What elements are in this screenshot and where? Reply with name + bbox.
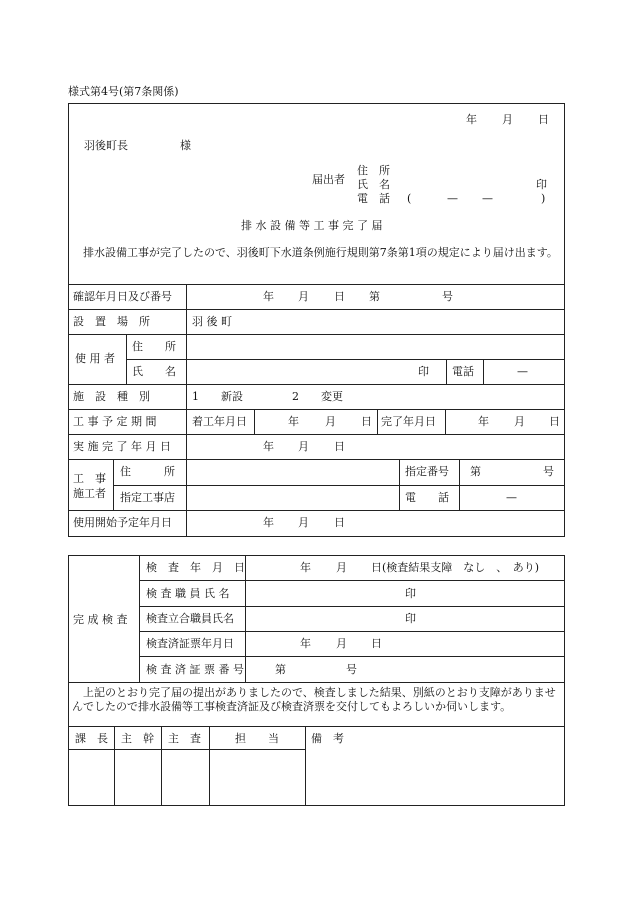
- header-date-year: 年: [466, 113, 477, 126]
- table-line: [68, 309, 565, 310]
- notifier-phone-label: 電 話: [357, 192, 390, 205]
- contractor-label-line2: 施工者: [73, 487, 106, 500]
- notifier-seal: 印: [536, 178, 547, 191]
- table-line: [139, 631, 565, 632]
- facility-option-new: 1 新設: [192, 390, 243, 403]
- table-line: [483, 359, 484, 384]
- inspection-section-label: 完 成 検 査: [73, 613, 128, 626]
- table-line: [445, 409, 446, 434]
- designation-number-suffix: 号: [543, 465, 554, 478]
- notifier-phone-dash-2: —: [482, 192, 493, 205]
- inspection-month: 月: [336, 561, 347, 574]
- closing-text: 上記のとおり完了届の提出がありましたので、検査しました結果、別紙のとおり支障がありませんでしたので排水設備等工事検査済証及び検査済票を交付してもよろしいか伺いします。: [72, 686, 556, 713]
- designation-number-prefix: 第: [470, 465, 481, 478]
- end-date-label: 完了年月日: [381, 415, 436, 428]
- table-line: [254, 409, 255, 434]
- user-name-label: 氏 名: [132, 365, 176, 378]
- start-month: 月: [325, 415, 336, 428]
- certificate-number-prefix: 第: [275, 663, 286, 676]
- notifier-phone-open: (: [407, 192, 412, 205]
- location-label: 設 置 場 所: [73, 315, 150, 328]
- inspection-date-label: 検 査 年 月 日: [146, 561, 245, 574]
- start-day: 日: [361, 415, 372, 428]
- completion-day: 日: [334, 440, 345, 453]
- approval-supervisor: 主 幹: [121, 732, 154, 745]
- approval-remarks: 備 考: [311, 732, 344, 745]
- inspection-box: [68, 555, 565, 806]
- contractor-phone-label: 電 話: [405, 491, 449, 504]
- user-seal: 印: [418, 365, 429, 378]
- header-date-month: 月: [502, 113, 513, 126]
- confirm-label: 確認年月日及び番号: [73, 290, 172, 303]
- confirm-year: 年: [263, 290, 274, 303]
- inspection-day-result: 日(検査結果支障 なし 、 あり): [371, 561, 540, 574]
- table-line: [245, 555, 246, 682]
- table-line: [139, 555, 140, 682]
- table-line: [114, 726, 115, 806]
- certificate-day: 日: [371, 637, 382, 650]
- table-line: [139, 606, 565, 607]
- start-date-label: 着工年月日: [192, 415, 247, 428]
- end-month: 月: [514, 415, 525, 428]
- certificate-number-suffix: 号: [346, 663, 357, 676]
- table-line: [68, 384, 565, 385]
- form-title: 排 水 設 備 等 工 事 完 了 届: [241, 219, 383, 232]
- location-value: 羽 後 町: [192, 315, 232, 328]
- table-line: [68, 459, 565, 460]
- usage-start-label: 使用開始予定年月日: [73, 516, 172, 529]
- inspection-year: 年: [300, 561, 311, 574]
- form-number: 様式第4号(第7条関係): [68, 85, 179, 98]
- witness-name-label: 検査立合職員氏名: [146, 612, 234, 625]
- notifier-name-label: 氏 名: [357, 178, 390, 191]
- table-line: [186, 284, 187, 537]
- approval-staff: 担 当: [235, 732, 279, 745]
- contractor-phone-dash: —: [506, 491, 517, 504]
- table-line: [68, 409, 565, 410]
- table-line: [305, 726, 306, 806]
- table-line: [68, 334, 565, 335]
- confirm-number-suffix: 号: [442, 290, 453, 303]
- usage-day: 日: [334, 516, 345, 529]
- certificate-month: 月: [336, 637, 347, 650]
- table-line: [68, 682, 565, 683]
- table-line: [126, 334, 127, 384]
- contractor-address-label: 住 所: [120, 465, 175, 478]
- contractor-shop-label: 指定工事店: [120, 491, 175, 504]
- table-line: [68, 434, 565, 435]
- table-line: [139, 580, 565, 581]
- confirm-month: 月: [298, 290, 309, 303]
- inspector-name-label: 検 査 職 員 氏 名: [146, 587, 230, 600]
- completion-label: 実 施 完 了 年 月 日: [73, 440, 171, 453]
- completion-year: 年: [263, 440, 274, 453]
- notifier-phone-close: ): [541, 192, 546, 205]
- designation-number-label: 指定番号: [405, 465, 449, 478]
- table-line: [113, 459, 114, 510]
- usage-year: 年: [263, 516, 274, 529]
- completion-month: 月: [298, 440, 309, 453]
- table-line: [161, 726, 162, 806]
- table-line: [377, 409, 378, 434]
- table-line: [399, 459, 400, 510]
- approval-chief: 課 長: [75, 732, 108, 745]
- facility-label: 施 設 種 別: [73, 390, 150, 403]
- notifier-address-label: 住 所: [357, 164, 390, 177]
- notifier-phone-dash-1: —: [447, 192, 458, 205]
- table-line: [68, 749, 305, 750]
- header-date-day: 日: [538, 113, 549, 126]
- confirm-day: 日: [334, 290, 345, 303]
- approval-senior: 主 査: [168, 732, 201, 745]
- table-line: [113, 485, 565, 486]
- user-label: 使 用 者: [75, 352, 115, 365]
- table-line: [68, 284, 565, 285]
- user-address-label: 住 所: [132, 340, 176, 353]
- user-phone-label: 電話: [452, 365, 474, 378]
- usage-month: 月: [298, 516, 309, 529]
- table-line: [126, 359, 565, 360]
- intro-text: 排水設備工事が完了したので、羽後町下水道条例施行規則第7条第1項の規定により届け出ます。: [83, 246, 558, 259]
- table-line: [446, 359, 447, 384]
- table-line: [459, 459, 460, 510]
- certificate-number-label: 検 査 済 証 票 番 号: [146, 663, 244, 676]
- schedule-label: 工 事 予 定 期 間: [73, 415, 157, 428]
- user-phone-dash: —: [517, 365, 528, 378]
- confirm-number-prefix: 第: [369, 290, 380, 303]
- certificate-year: 年: [300, 637, 311, 650]
- facility-option-change: 2 変更: [292, 390, 343, 403]
- addressee: 羽後町長: [84, 139, 128, 152]
- table-line: [68, 726, 565, 727]
- witness-seal: 印: [405, 612, 416, 625]
- start-year: 年: [288, 415, 299, 428]
- certificate-date-label: 検査済証票年月日: [146, 637, 234, 650]
- end-day: 日: [549, 415, 560, 428]
- contractor-label-line1: 工 事: [73, 472, 106, 485]
- table-line: [209, 726, 210, 806]
- notifier-label: 届出者: [312, 173, 345, 186]
- honorific: 様: [180, 139, 191, 152]
- inspector-seal: 印: [405, 587, 416, 600]
- end-year: 年: [478, 415, 489, 428]
- table-line: [68, 510, 565, 511]
- table-line: [139, 656, 565, 657]
